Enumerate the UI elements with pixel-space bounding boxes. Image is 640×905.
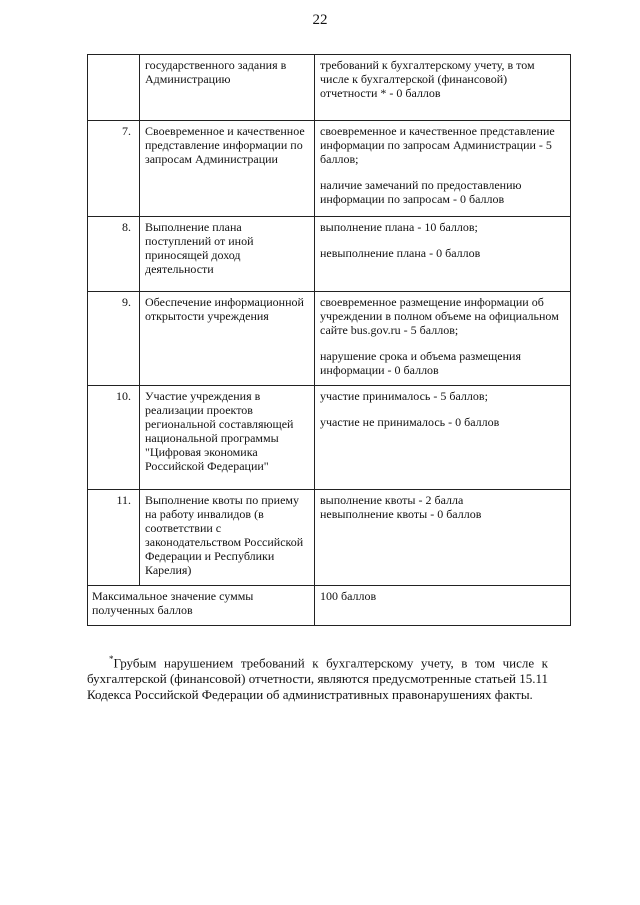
value-line: своевременное и качественное представление информации по запросам Администрации - 5 баллов; bbox=[320, 124, 555, 166]
criteria-table bbox=[87, 54, 571, 626]
value-line: нарушение срока и объема размещения информации - 0 баллов bbox=[320, 349, 521, 377]
value-line: участие не принималось - 0 баллов bbox=[320, 415, 500, 429]
criterion-name: Своевременное и качественное представление информации по запросам Администрации bbox=[140, 121, 315, 217]
value-line: выполнение плана - 10 баллов; bbox=[320, 220, 478, 234]
row-number bbox=[88, 55, 140, 121]
max-score-label: Максимальное значение суммы полученных баллов bbox=[88, 586, 315, 626]
row-number: 10. bbox=[88, 386, 140, 490]
criterion-values bbox=[315, 55, 571, 121]
criterion-values bbox=[315, 490, 571, 586]
criterion-name: Выполнение квоты по приему на работу инвалидов (в соответствии с законодательством Российской Федерации и Республики Карелия) bbox=[140, 490, 315, 586]
row-number: 8. bbox=[88, 217, 140, 292]
criterion-values bbox=[315, 217, 571, 292]
table-row bbox=[88, 55, 571, 121]
criterion-name: государственного задания в Администрацию bbox=[140, 55, 315, 121]
criterion-name: Выполнение плана поступлений от иной приносящей доход деятельности bbox=[140, 217, 315, 292]
criterion-name: Обеспечение информационной открытости учреждения bbox=[140, 292, 315, 386]
value-line: выполнение квоты - 2 балла bbox=[320, 493, 464, 507]
footnote bbox=[87, 651, 548, 703]
criterion-name: Участие учреждения в реализации проектов региональной составляющей национальной программы "Цифровая экономика Российской Федерации" bbox=[140, 386, 315, 490]
table-row bbox=[88, 292, 571, 386]
row-number: 9. bbox=[88, 292, 140, 386]
footnote-marker: * bbox=[109, 654, 114, 664]
value-line: участие принималось - 5 баллов; bbox=[320, 389, 488, 403]
value-line: невыполнение квоты - 0 баллов bbox=[320, 507, 482, 521]
footnote-text: Грубым нарушением требований к бухгалтерскому учету, в том числе к бухгалтерской (финансовой) отчетности, являются предусмотренные статьей 15.11 Кодекса Российской Федерации об административных правонарушениях факты. bbox=[87, 655, 548, 703]
value-line: своевременное размещение информации об учреждении в полном объеме на официальном сайте bus.gov.ru - 5 баллов; bbox=[320, 295, 559, 337]
value-line: наличие замечаний по предоставлению информации по запросам - 0 баллов bbox=[320, 178, 522, 206]
max-score-row bbox=[88, 586, 571, 626]
page-number: 22 bbox=[312, 12, 328, 28]
table-row bbox=[88, 386, 571, 490]
table-row bbox=[88, 121, 571, 217]
criterion-values bbox=[315, 121, 571, 217]
table-row bbox=[88, 490, 571, 586]
criterion-values bbox=[315, 386, 571, 490]
table-row bbox=[88, 217, 571, 292]
criterion-values bbox=[315, 292, 571, 386]
row-number: 11. bbox=[88, 490, 140, 586]
value-line: требований к бухгалтерскому учету, в том числе к бухгалтерской (финансовой) отчетности * - 0 баллов bbox=[320, 58, 535, 100]
row-number: 7. bbox=[88, 121, 140, 217]
value-line: невыполнение плана - 0 баллов bbox=[320, 246, 481, 260]
max-score-value: 100 баллов bbox=[315, 586, 571, 626]
